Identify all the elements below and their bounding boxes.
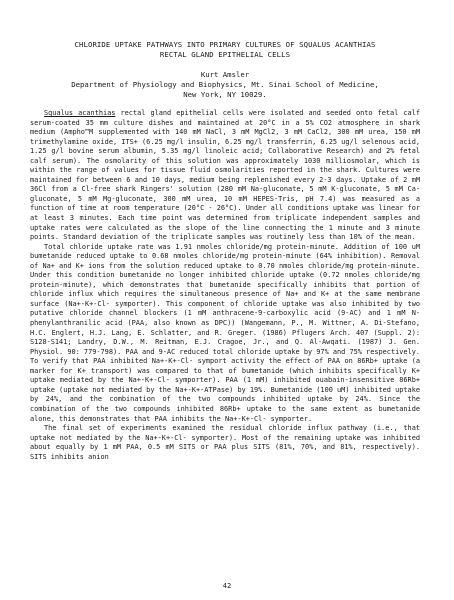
affiliation-line-2: New York, NY 10029. — [183, 90, 267, 99]
title-line-2: RECTAL GLAND EPITHELIAL CELLS — [159, 50, 291, 59]
paragraph-results: Total chloride uptake rate was 1.91 nmoles chloride/mg protein-minute. Addition of 100 uM bumetanide reduced uptake to 0.68 nmoles chloride/mg protein-minute (64% inhibition). Removal of Na+ and K+ ions from the solution reduced uptake to 0.70 nmoles chloride/mg protein-minute. Under this condition bumetanide no longer inhibited chloride uptake (0.72 nmoles chloride/mg protein-minute), which demonstrates that bumetanide specifically inhibits that portion of chloride influx which requires the simultaneous presence of Na+ and K+ at the same membrane surface (Na+-K+-Cl- symporter). This component of chloride uptake was also inhibited by two putative chloride channel blockers (1 mM anthracene-9-carboxylic acid (9-AC) and 1 mM N-phenylanthranilic acid (PAA, also known as DPC)) (Wangemann, P., M. Wittner, A. Di-Stefano, H.C. Englert, H.J. Lang, E. Schlatter, and R. Greger. (1986) Pflugers Arch. 407 (Suppl. 2): S128-S141; Landry, D.W., M. Reitman, E.J. Cragoe, Jr., and Q. Al-Awqati. (1987) J. Gen. Physiol. 90: 779-798). PAA and 9-AC reduced total chloride uptake by 97% and 75% respectively. To verify that PAA inhibited Na+-K+-Cl- symport activity the effect of PAA on 86Rb+ uptake (a marker for K+ transport) was compared to that of bumetanide (which inhibits specifically K+ uptake mediated by the Na+-K+-Cl- symporter). PAA (1 mM) inhibited ouabain-insensitive 86Rb+ uptake (uptake not mediated by the Na+-K+-ATPase) by 19%. Bumetanide (100 uM) inhibited uptake by 24%, and the combination of the two compounds inhibited uptake by 24%. Since the combination of the two compounds inhibited 86Rb+ uptake to the same extent as bumetanide alone, this demonstrates that PAA inhibits the Na+-K+-Cl- symporter. — [30, 242, 420, 423]
species-name: Squalus acanthias — [44, 109, 116, 117]
paragraph-methods — [30, 109, 420, 243]
author-name: Kurt Amsler — [200, 70, 250, 79]
paragraph-methods-text: rectal gland epithelial cells were isolated and seeded onto fetal calf serum-coated 35 mm culture dishes and maintained at 20°C in a 5% CO2 atmosphere in shark medium (Ampho™M supplemented with 140 mM NaCl, 3 mM MgCl2, 3 mM CaCl2, 300 mM urea, 150 mM trimethylamine oxide, ITS+ (6.25 mg/l insulin, 6.25 mg/l transferrin, 6.25 ug/l selenous acid, 1.25 g/l bovine serum albumin, 5.35 mg/l linoleic acid; Collaborative Research) and 2% fetal calf serum). The osmolarity of this solution was approximately 1030 milliosmolar, which is within the range of values for tissue fluid osmolarities reported in the shark. Cultures were maintained for between 6 and 10 days, medium being replenished every 2-3 days. Uptake of 2 mM 36Cl from a Cl-free shark Ringers' solution (280 mM Na-gluconate, 5 mM K-gluconate, 5 mM Ca-gluconate, 5 mM Mg-gluconate, 300 mM urea, 10 mM HEPES-Tris, pH 7.4) was measured as a function of time at room temperature (20°C - 26°C). Under all conditions uptake was linear for at least 3 minutes. Each time point was determined from triplicate independent samples and uptake rates were calculated as the slope of the line connecting the 1 minute and 3 minute points. Standard deviation of the triplicate samples was routinely less than 10% of the mean. — [30, 109, 420, 242]
affiliation-line-1: Department of Physiology and Biophysics, Mt. Sinai School of Medicine, — [71, 80, 379, 89]
title-line-1: CHLORIDE UPTAKE PATHWAYS INTO PRIMARY CULTURES OF SQUALUS ACANTHIAS — [74, 40, 376, 49]
page-title — [30, 40, 420, 60]
page-number: 42 — [222, 582, 232, 590]
paragraph-residual: The final set of experiments examined the residual chloride influx pathway (i.e., that uptake not mediated by the Na+-K+-Cl- symporter). Most of the remaining uptake was inhibited about equally by 1 mM PAA, 0.5 mM SITS or PAA plus SITS (81%, 70%, and 81%, respectively). SITS inhibits anion — [30, 424, 420, 461]
